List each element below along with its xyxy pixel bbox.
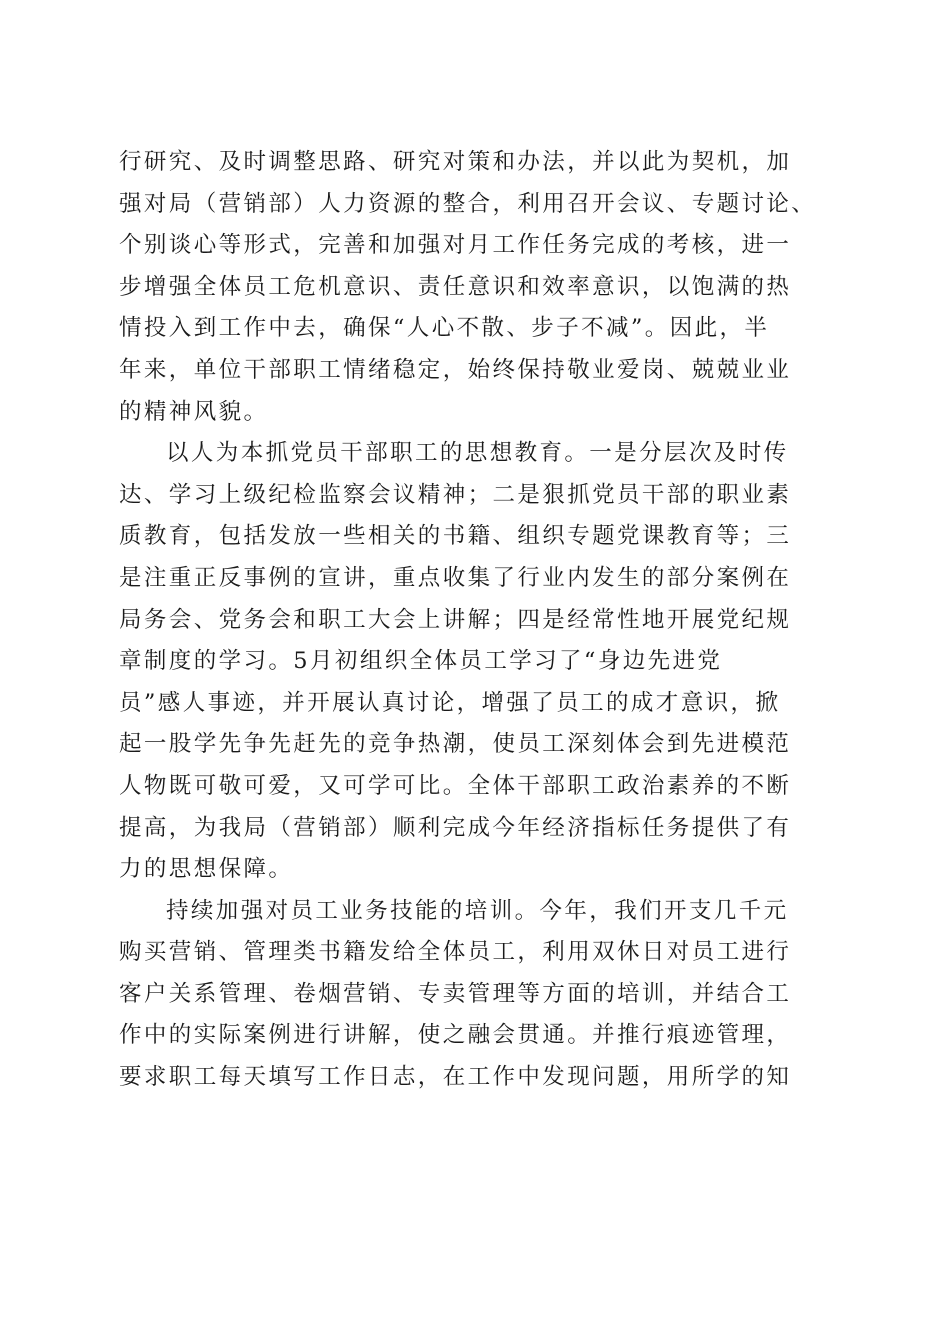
text-line: 员”感人事迹，并开展认真讨论，增强了员工的成才意识，掀 — [119, 689, 781, 716]
text-line: 购买营销、管理类书籍发给全体员工，利用双休日对员工进行 — [119, 939, 792, 966]
text-line: 质教育，包括发放一些相关的书籍、组织专题党课教育等；三 — [119, 523, 792, 550]
text-line: 是注重正反事例的宣讲，重点收集了行业内发生的部分案例在 — [119, 564, 792, 591]
text-line: 的精神风貌。 — [119, 398, 269, 425]
text-line: 起一股学先争先赶先的竞争热潮，使员工深刻体会到先进模范 — [119, 731, 792, 758]
text-line: 以人为本抓党员干部职工的思想教育。一是分层次及时传 — [166, 440, 789, 467]
text-line: 提高，为我局（营销部）顺利完成今年经济指标任务提供了有 — [119, 814, 792, 841]
text-line: 人物既可敬可爱，又可学可比。全体干部职工政治素养的不断 — [119, 772, 792, 799]
text-line: 力的思想保障。 — [119, 856, 294, 883]
text-line: 章制度的学习。5月初组织全体员工学习了“身边先进党 — [119, 648, 723, 675]
text-line: 行研究、及时调整思路、研究对策和办法，并以此为契机，加 — [119, 149, 792, 175]
text-line: 持续加强对员工业务技能的培训。今年，我们开支几千元 — [166, 897, 789, 924]
text-line: 客户关系管理、卷烟营销、专卖管理等方面的培训，并结合工 — [119, 980, 792, 1007]
text-line: 情投入到工作中去，确保“人心不散、步子不减”。因此，半 — [119, 315, 770, 342]
text-line: 作中的实际案例进行讲解，使之融会贯通。并推行痕迹管理， — [119, 1022, 792, 1049]
paragraph-2 — [119, 433, 831, 891]
text-line: 达、学习上级纪检监察会议精神；二是狠抓党员干部的职业素 — [119, 481, 792, 508]
text-line: 年来，单位干部职工情绪稳定，始终保持敬业爱岗、兢兢业业 — [119, 356, 792, 383]
text-line: 个别谈心等形式，完善和加强对月工作任务完成的考核，进一 — [119, 232, 792, 259]
text-line: 步增强全体员工危机意识、责任意识和效率意识，以饱满的热 — [119, 273, 792, 300]
text-line: 强对局（营销部）人力资源的整合，利用召开会议、专题讨论、 — [119, 190, 817, 217]
text-line: 局务会、党务会和职工大会上讲解；四是经常性地开展党纪规 — [119, 606, 792, 633]
text-line: 要求职工每天填写工作日志，在工作中发现问题，用所学的知 — [119, 1064, 792, 1091]
paragraph-1 — [119, 142, 831, 433]
paragraph-3 — [119, 891, 831, 1099]
document-body — [119, 142, 831, 1099]
